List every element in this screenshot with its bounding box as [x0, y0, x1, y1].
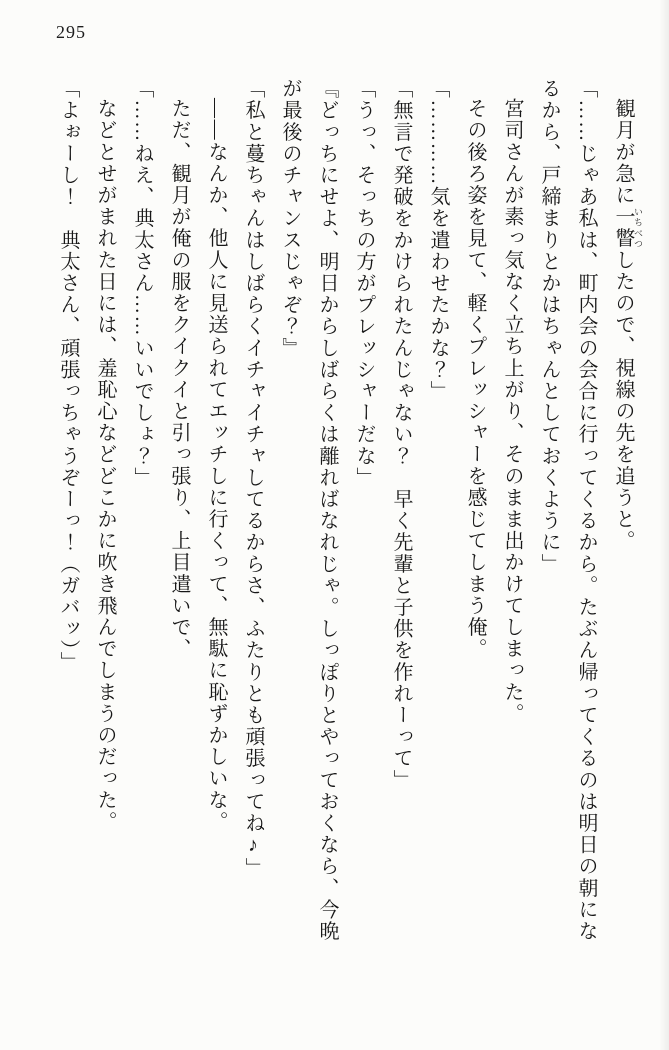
text-line: 「うっ、そっちの方がプレッシャーだな」	[353, 78, 375, 489]
text-line: 宮司さんが素っ気なく立ち上がり、そのまま出かけてしまった。	[501, 98, 523, 725]
text-line: その後ろ姿を見て、軽くプレッシャーを感じてしまう俺。	[464, 98, 486, 660]
text-line: ――なんか、他人に見送られてエッチしに行くって、無駄に恥ずかしいな。	[205, 98, 227, 833]
vertical-text-block	[29, 78, 643, 978]
text-line: 観月が急に一瞥 いちべつしたので、視線の先を追うと。	[612, 98, 643, 552]
furigana-ruby: 一瞥 いちべつ	[612, 206, 643, 250]
text-line: 「私と蔓ちゃんはしばらくイチャイチャしてるからさ、ふたりとも頑張ってね♪」	[242, 78, 264, 880]
text-line: 「よぉーし！ 典太さん、頑張っちゃうぞーっ！（ガバッ）」	[57, 78, 79, 673]
text-line: などとせがまれた日には、羞恥心などどこかに吹き飛んでしまうのだった。	[94, 98, 116, 833]
page-edge-shading	[659, 0, 669, 1050]
text-line: ただ、観月が俺の服をクイクイと引っ張り、上目遣いで、	[168, 98, 190, 660]
text-line: 『どっちにせよ、明日からしばらくは離ればなれじゃ。しっぽりとやっておくなら、今晩	[316, 78, 338, 942]
text-line: 「無言で発破をかけられたんじゃない？ 早く先輩と子供を作れーって」	[390, 78, 412, 791]
text-line: 「……じゃあ私は、町内会の会合に行ってくるから。たぶん帰ってくるのは明日の朝にな	[575, 78, 597, 942]
page-number: 295	[56, 22, 86, 42]
text-line: 「…………気を遣わせたかな？」	[427, 78, 449, 402]
text-line: が最後のチャンスじゃぞ？』	[279, 78, 301, 359]
text-line: るから、戸締まりとかはちゃんとしておくように」	[538, 78, 560, 575]
text-line: 「……ねえ、典太さん……いいでしょ？」	[131, 78, 153, 489]
furigana-text: いちべつ	[633, 206, 643, 250]
